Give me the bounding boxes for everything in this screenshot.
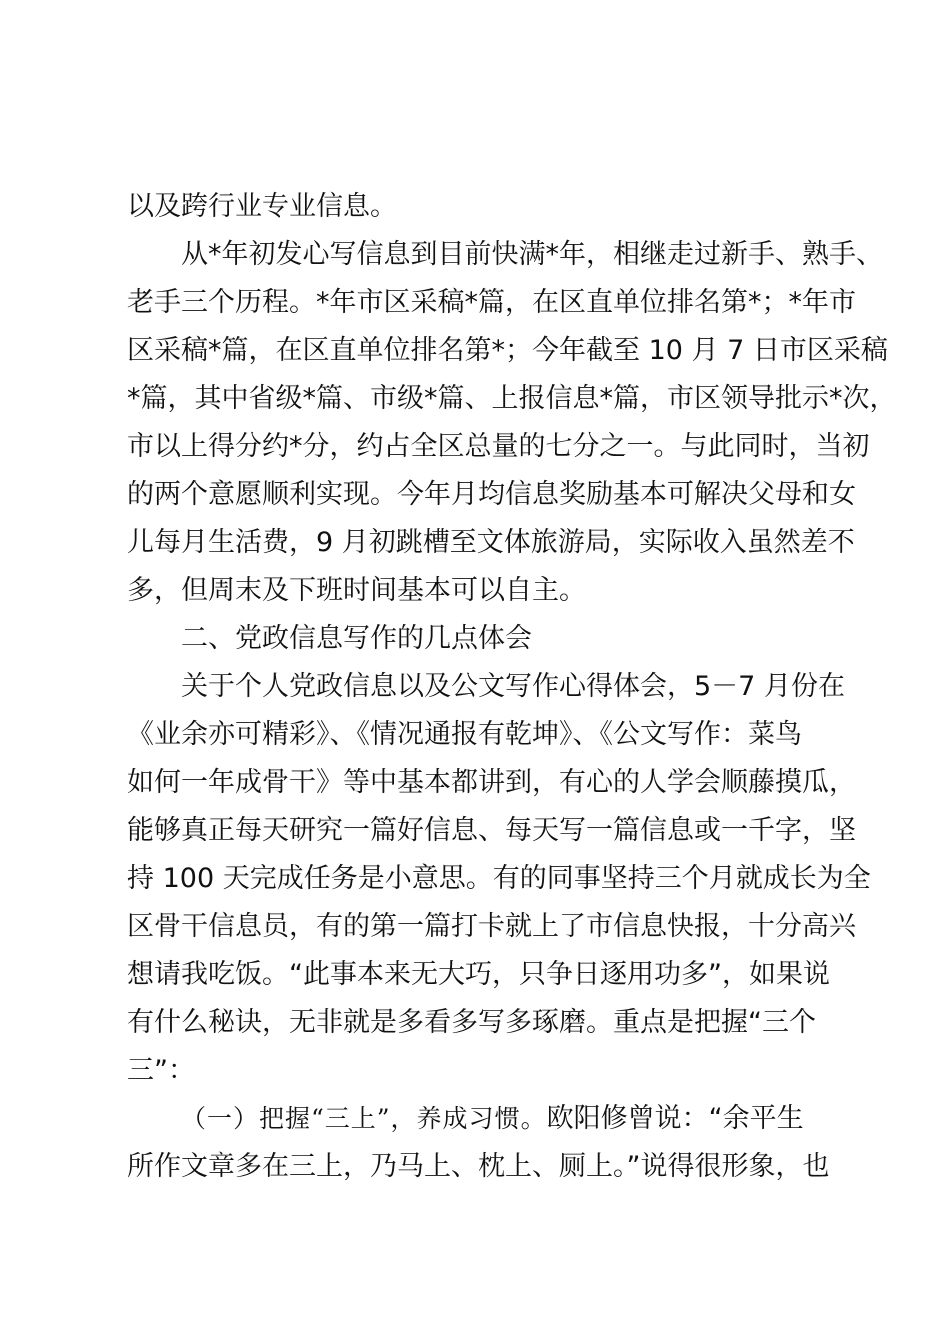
paragraph-line: 所作文章多在三上，乃马上、枕上、厕上。”说得很形象，也: [127, 1151, 830, 1182]
document-body: [127, 183, 897, 1191]
paragraph-line: 多，但周末及下班时间基本可以自主。: [127, 575, 586, 606]
paragraph-line: 《业余亦可精彩》、《情况通报有乾坤》、《公文写作：菜鸟: [127, 719, 802, 750]
subheading-line: [127, 1095, 839, 1143]
paragraph-line: 如何一年成骨干》等中基本都讲到，有心的人学会顺藤摸瓜，: [127, 767, 856, 798]
paragraph-line: 持 100 天完成任务是小意思。有的同事坚持三个月就成长为全: [127, 863, 871, 894]
paragraph-line: 市以上得分约*分，约占全区总量的七分之一。与此同时，当初: [127, 431, 870, 462]
paragraph-line: 三”：: [127, 1055, 195, 1086]
subheading-text: 欧阳修曾说：“余平生: [546, 1103, 804, 1134]
subheading-lead: （一）把握“三上”，养成习惯。: [181, 1104, 547, 1133]
paragraph-line: 区采稿*篇，在区直单位排名第*；今年截至 10 月 7 日市区采稿: [127, 335, 888, 366]
paragraph-line: 区骨干信息员，有的第一篇打卡就上了市信息快报，十分高兴: [127, 911, 856, 942]
paragraph-line: *篇，其中省级*篇、市级*篇、上报信息*篇，市区领导批示*次，: [127, 383, 897, 414]
paragraph-line: 老手三个历程。*年市区采稿*篇，在区直单位排名第*；*年市: [127, 287, 856, 318]
paragraph-line: 能够真正每天研究一篇好信息、每天写一篇信息或一千字，坚: [127, 815, 856, 846]
paragraph-line: 有什么秘诀，无非就是多看多写多琢磨。重点是把握“三个: [127, 1007, 816, 1038]
paragraph-line: 从*年初发心写信息到目前快满*年，相继走过新手、熟手、: [181, 239, 883, 270]
paragraph-line: 以及跨行业专业信息。: [127, 191, 397, 222]
paragraph-line: 儿每月生活费，9 月初跳槽至文体旅游局，实际收入虽然差不: [127, 527, 855, 558]
paragraph-line: 的两个意愿顺利实现。今年月均信息奖励基本可解决父母和女: [127, 479, 856, 510]
paragraph-line: 想请我吃饭。“此事本来无大巧，只争日逐用功多”，如果说: [127, 959, 830, 990]
section-heading: 二、党政信息写作的几点体会: [181, 623, 532, 654]
paragraph-line: 关于个人党政信息以及公文写作心得体会，5－7 月份在: [181, 671, 845, 702]
